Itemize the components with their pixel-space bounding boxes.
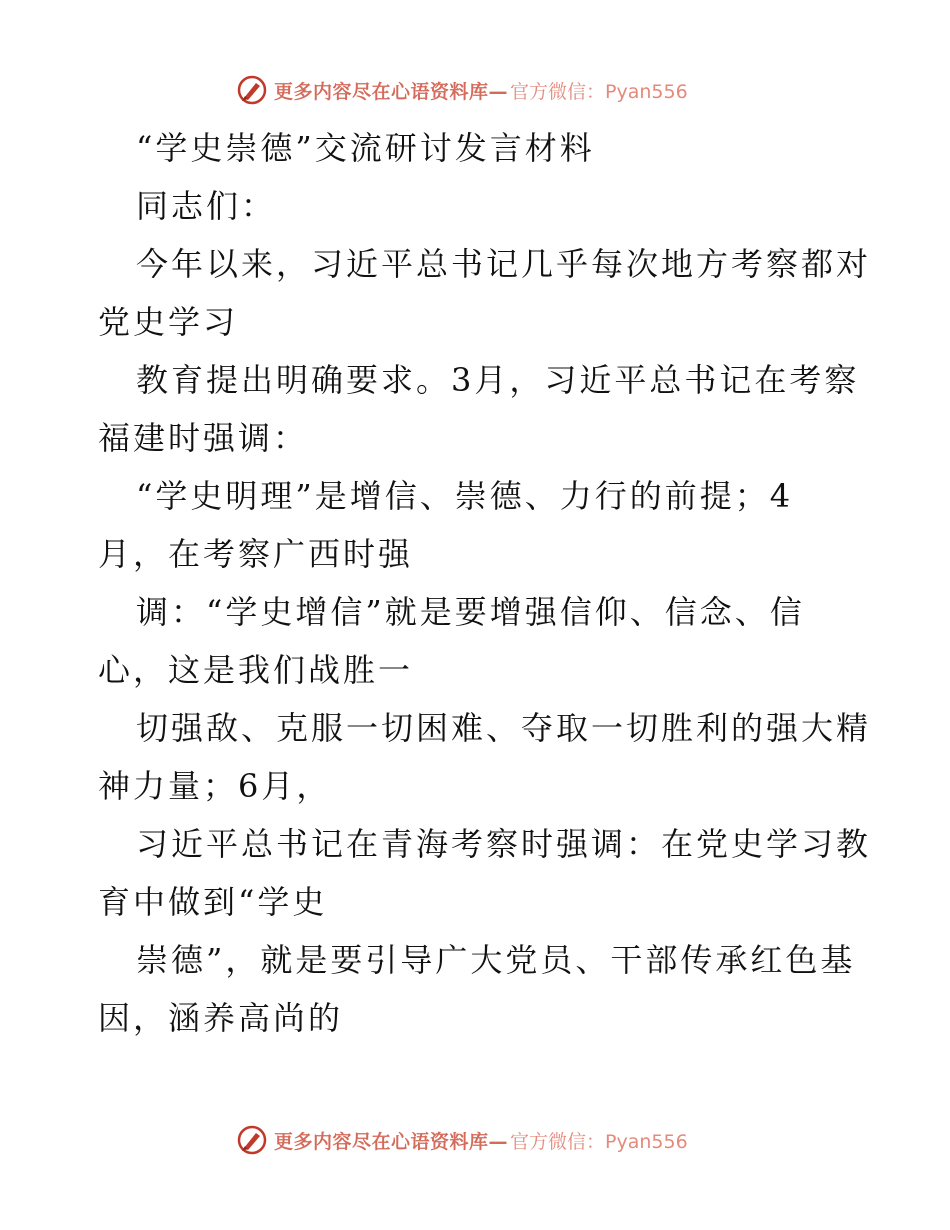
text-line: 福建时强调： [98, 419, 309, 457]
watermark-text: 更多内容尽在心语资料库— [274, 1130, 509, 1153]
text-line: 神力量；6月， [98, 767, 332, 805]
text-line: 心，这是我们战胜一 [98, 651, 414, 689]
text-line: 党史学习 [98, 303, 239, 341]
watermark-text: 更多内容尽在心语资料库— [274, 80, 509, 103]
watermark-contact: 官方微信：Pyan556 [510, 1130, 688, 1153]
salutation: 同志们： [136, 187, 277, 225]
text-line: 月，在考察广西时强 [98, 535, 414, 573]
text-line: 因，涵养高尚的 [98, 999, 344, 1037]
pen-logo-icon [236, 1124, 268, 1156]
text-line: 崇德”，就是要引导广大党员、干部传承红色基 [136, 941, 856, 979]
text-line: 育中做到“学史 [98, 883, 328, 921]
text-line: 今年以来，习近平总书记几乎每次地方考察都对 [136, 245, 872, 283]
text-line: 调：“学史增信”就是要增强信仰、信念、信 [136, 593, 805, 631]
pen-logo-icon [236, 74, 268, 106]
text-line: 习近平总书记在青海考察时强调：在党史学习教 [136, 825, 872, 863]
footer-watermark [236, 1122, 688, 1158]
header-watermark [236, 72, 688, 108]
text-line: 切强敌、克服一切困难、夺取一切胜利的强大精 [136, 709, 872, 747]
watermark-contact: 官方微信：Pyan556 [510, 80, 688, 103]
document-title: “学史崇德”交流研讨发言材料 [136, 129, 595, 167]
text-line: 教育提出明确要求。3月，习近平总书记在考察 [136, 361, 860, 399]
text-line: “学史明理”是增信、崇德、力行的前提；4 [136, 477, 794, 515]
